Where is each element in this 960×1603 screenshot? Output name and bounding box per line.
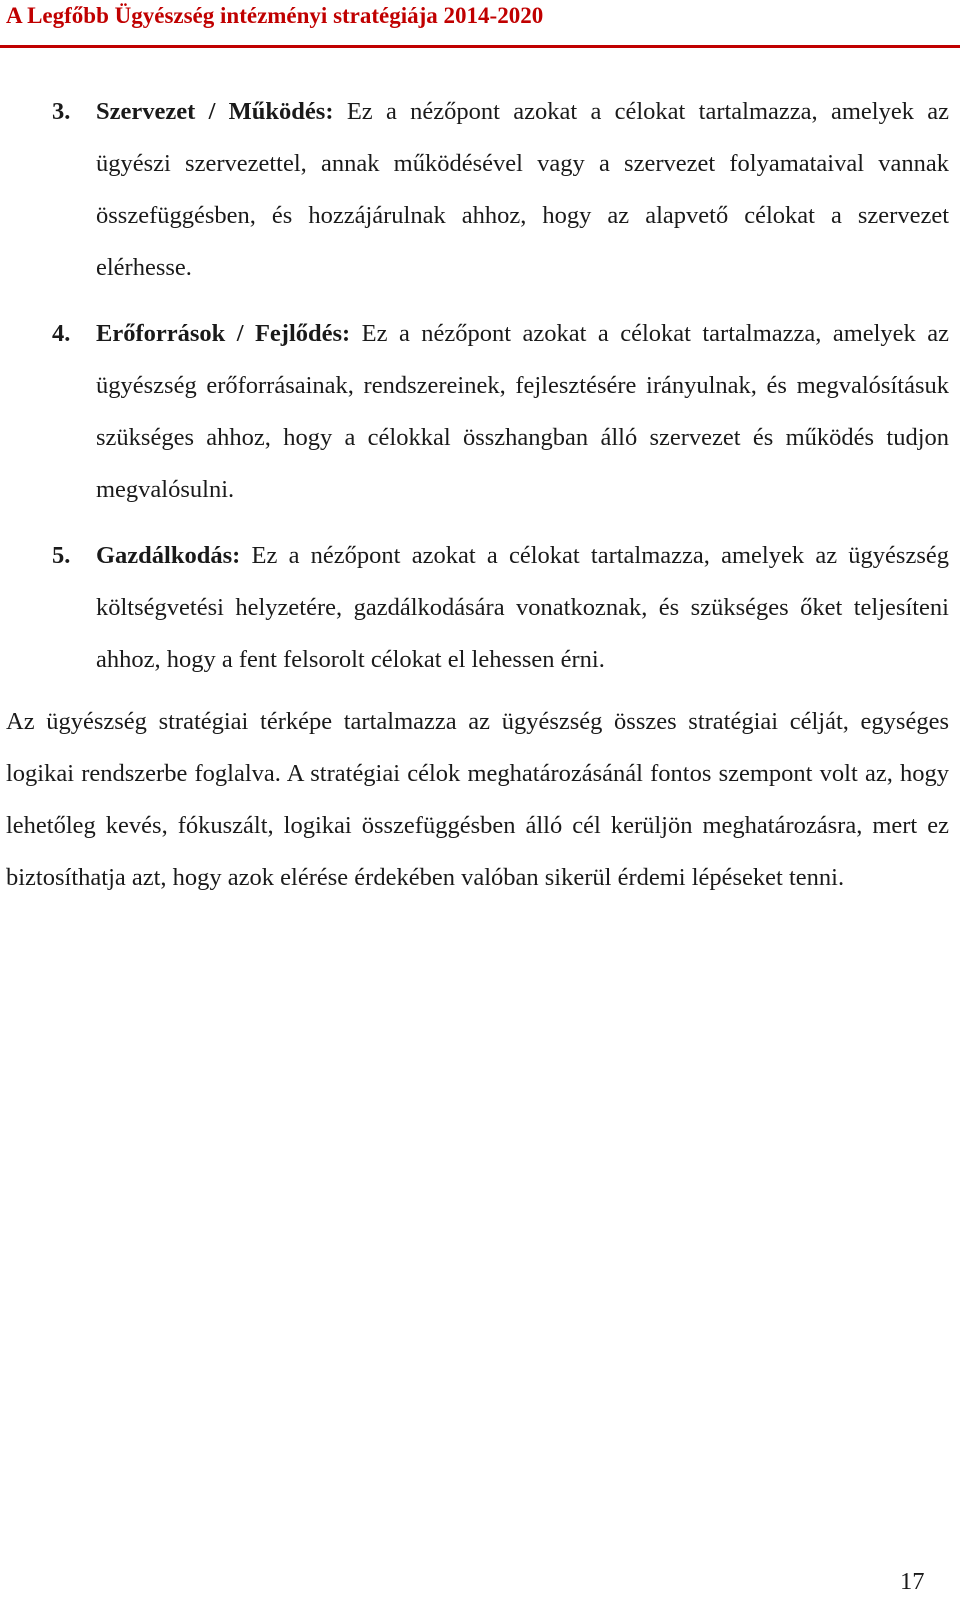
header-divider <box>0 45 960 48</box>
body-paragraph: Az ügyészség stratégiai térképe tartalmazza az ügyészség összes stratégiai célját, egységes logikai rendszerbe foglalva. A stratégiai célok meghatározásánál fontos szempont volt az, hogy lehetőleg kevés, fókuszált, logikai összefüggésben álló cél kerüljön meghatározásra, mert ez biztosíthatja azt, hogy azok elérése érdekében valóban sikerül érdemi lépéseket tenni. <box>6 708 949 891</box>
list-item <box>0 86 960 294</box>
page-number: 17 <box>900 1568 925 1595</box>
list-item-term: Erőforrások / Fejlődés: <box>96 320 362 347</box>
list-item-text: Ez a nézőpont azokat a célokat tartalmazza, amelyek az ügyészség erőforrásainak, rendszereinek, fejlesztésére irányulnak, és megvalósításuk szükséges ahhoz, hogy a célokkal összhangban álló szervezet és működés tudjon megvalósulni. <box>96 320 949 503</box>
list-item <box>0 530 960 686</box>
list-item <box>0 308 960 516</box>
list-item-term: Gazdálkodás: <box>96 542 252 569</box>
header-title: A Legfőbb Ügyészség intézményi stratégiája 2014-2020 <box>6 3 544 28</box>
list-item-number: 5. <box>52 542 71 569</box>
document-body <box>0 86 960 904</box>
list-item-text: Ez a nézőpont azokat a célokat tartalmazza, amelyek az ügyészség költségvetési helyzetére, gazdálkodására vonatkoznak, és szükséges őket teljesíteni ahhoz, hogy a fent felsorolt célokat el lehessen érni. <box>96 542 949 673</box>
list-item-term: Szervezet / Működés: <box>96 98 347 125</box>
list-item-number: 3. <box>52 98 71 125</box>
list-item-number: 4. <box>52 320 71 347</box>
list-item-text: Ez a nézőpont azokat a célokat tartalmazza, amelyek az ügyészi szervezettel, annak működésével vagy a szervezet folyamataival vannak összefüggésben, és hozzájárulnak ahhoz, hogy az alapvető célokat a szervezet elérhesse. <box>96 98 950 281</box>
page-header <box>0 0 960 56</box>
